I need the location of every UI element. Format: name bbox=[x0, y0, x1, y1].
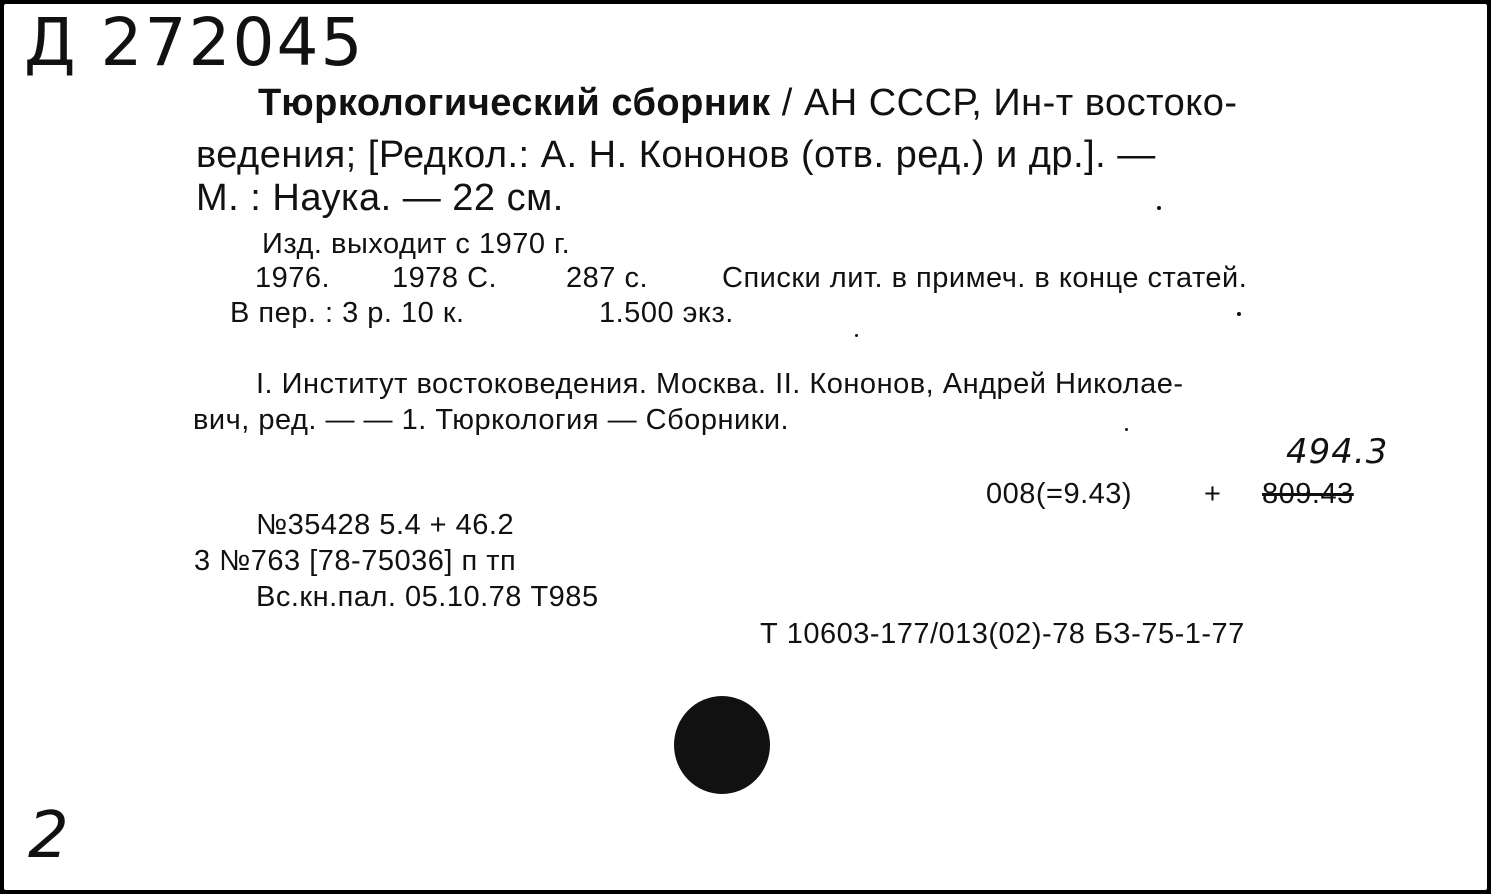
imprint-line: М. : Наука. — 22 см. bbox=[196, 177, 564, 219]
pages: 287 с. bbox=[566, 262, 648, 294]
udc-part-2-struck: 809.43 bbox=[1262, 478, 1354, 510]
copies: 1.500 экз. bbox=[599, 297, 734, 329]
title-line-2: ведения; [Редкол.: А. Н. Кононов (отв. ред.) и др.]. — bbox=[196, 134, 1156, 176]
speck bbox=[1157, 206, 1161, 210]
speck bbox=[1125, 428, 1128, 431]
responsibility-statement: / АН СССР, Ин-т востоко- bbox=[770, 82, 1238, 124]
index-line: Т 10603-177/013(02)-78 БЗ-75-1-77 bbox=[760, 618, 1245, 650]
book-title: Тюркологический сборник bbox=[258, 82, 771, 124]
punch-hole bbox=[674, 696, 770, 794]
tracings-line-1: I. Институт востоковедения. Москва. II. Кононов, Андрей Николае- bbox=[256, 368, 1184, 400]
publication-note: Изд. выходит с 1970 г. bbox=[262, 228, 571, 260]
handwritten-number: 2 bbox=[28, 799, 69, 873]
handwritten-classification: 494.3 bbox=[1286, 432, 1389, 472]
call-number: Д 272045 bbox=[24, 4, 365, 81]
binding-price: В пер. : 3 р. 10 к. bbox=[230, 297, 465, 329]
udc-part-1: 008(=9.43) bbox=[986, 478, 1133, 510]
tracings-line-2: вич, ред. — — 1. Тюркология — Сборники. bbox=[193, 404, 790, 436]
udc-plus: + bbox=[1204, 478, 1222, 510]
chamber-line: Вс.кн.пал. 05.10.78 Т985 bbox=[256, 581, 599, 613]
year: 1976. bbox=[255, 262, 331, 294]
book-chamber-number: №35428 5.4 + 46.2 bbox=[256, 509, 515, 541]
title-line-1 bbox=[258, 82, 1238, 125]
catalog-card bbox=[4, 4, 1487, 890]
bibliography-note: Списки лит. в примеч. в конце статей. bbox=[722, 262, 1248, 294]
order-line: 3 №763 [78-75036] п тп bbox=[194, 545, 517, 577]
year-pub: 1978 С. bbox=[392, 262, 498, 294]
speck bbox=[855, 334, 858, 337]
speck bbox=[1237, 312, 1241, 316]
